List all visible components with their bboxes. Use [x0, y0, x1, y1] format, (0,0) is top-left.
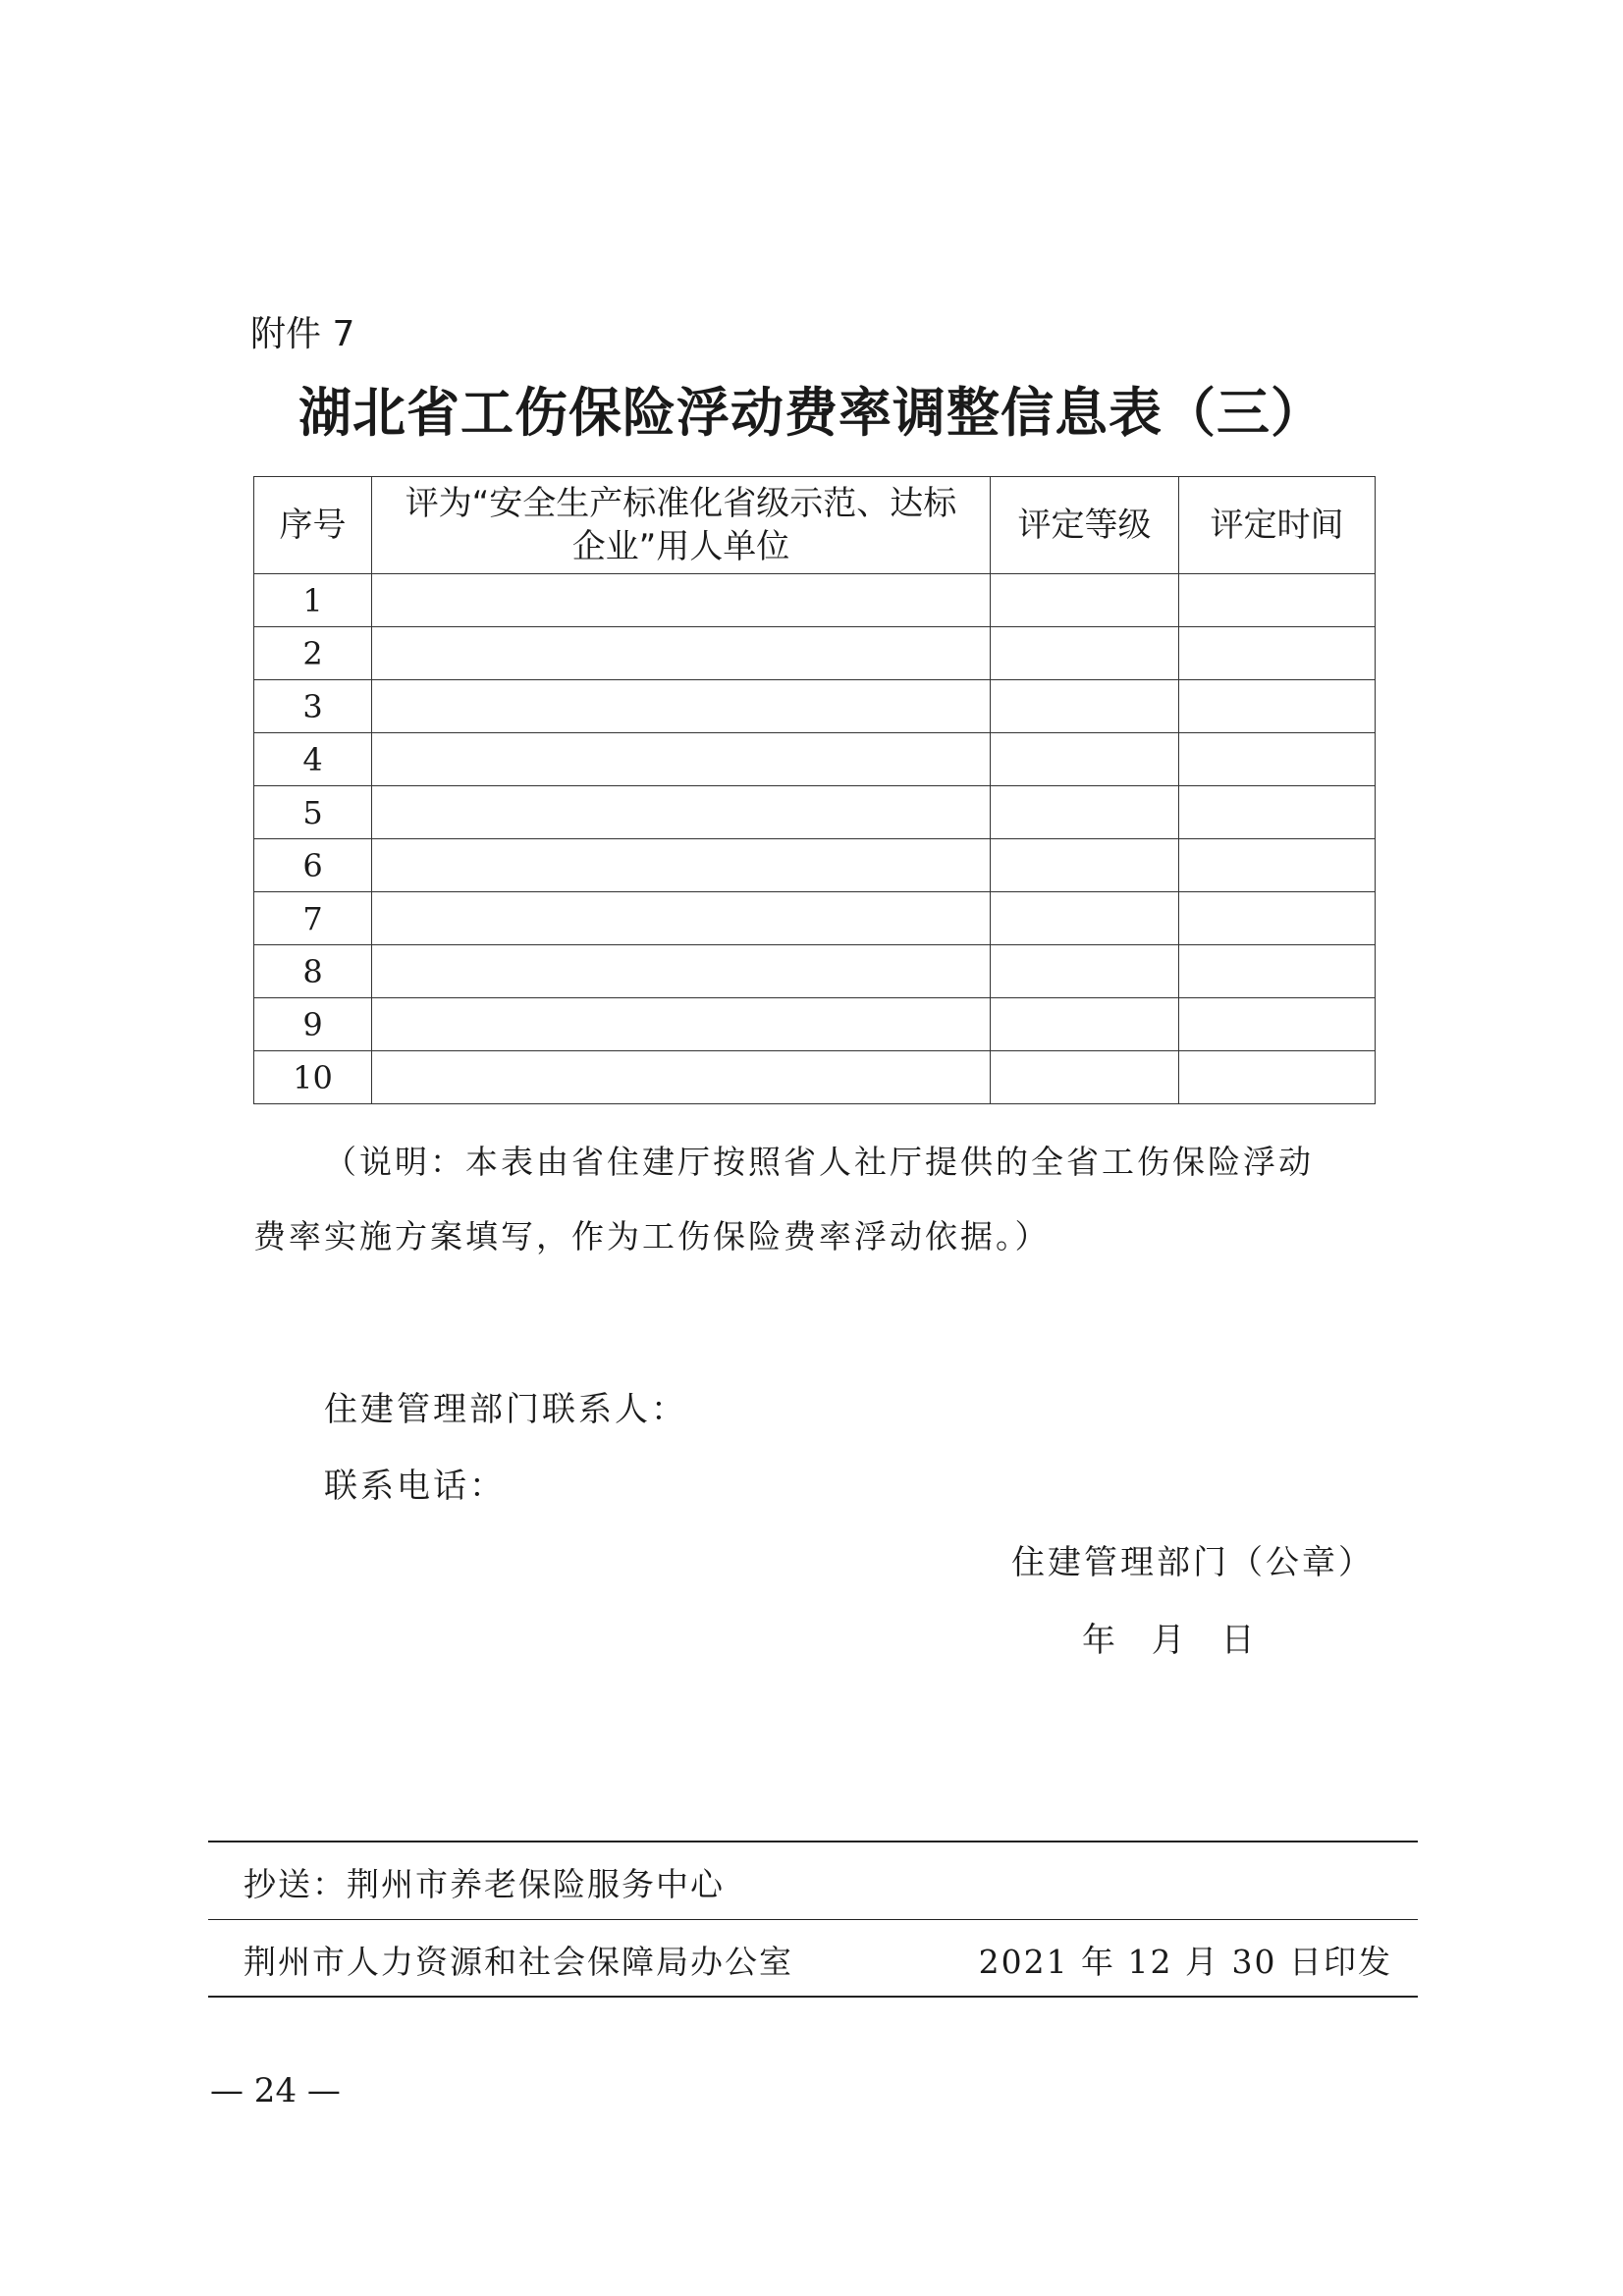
row-serial: 9	[254, 998, 372, 1051]
attachment-label: 附件 7	[250, 314, 355, 354]
cell-grade[interactable]	[991, 733, 1179, 786]
cell-date[interactable]	[1179, 1051, 1376, 1104]
table-header-row	[254, 477, 1376, 574]
cell-enterprise[interactable]	[372, 680, 991, 733]
header-enterprise-text: 评为“安全生产标准化省级示范、达标企业”用人单位	[405, 484, 957, 566]
table-row	[254, 733, 1376, 786]
header-serial: 序号	[254, 477, 372, 574]
cell-date[interactable]	[1179, 627, 1376, 680]
row-serial: 3	[254, 680, 372, 733]
table-row	[254, 627, 1376, 680]
info-table	[253, 476, 1376, 1104]
row-serial: 10	[254, 1051, 372, 1104]
footer-middle-rule	[208, 1919, 1418, 1920]
table-row	[254, 839, 1376, 892]
cell-grade[interactable]	[991, 574, 1179, 627]
note-line-1: （说明：本表由省住建厅按照省人社厅提供的全省工伤保险浮动	[324, 1143, 1314, 1181]
cell-grade[interactable]	[991, 839, 1179, 892]
cell-enterprise[interactable]	[372, 892, 991, 945]
footer-top-rule	[208, 1841, 1418, 1842]
row-serial: 6	[254, 839, 372, 892]
cell-grade[interactable]	[991, 680, 1179, 733]
cell-date[interactable]	[1179, 945, 1376, 998]
cell-enterprise[interactable]	[372, 1051, 991, 1104]
row-serial: 4	[254, 733, 372, 786]
row-serial: 2	[254, 627, 372, 680]
cc-line: 抄送：荆州市养老保险服务中心	[243, 1865, 725, 1903]
cell-enterprise[interactable]	[372, 574, 991, 627]
cell-date[interactable]	[1179, 680, 1376, 733]
cell-enterprise[interactable]	[372, 786, 991, 839]
document-title: 湖北省工伤保险浮动费率调整信息表（三）	[298, 381, 1325, 444]
contact-person-label: 住建管理部门联系人：	[324, 1390, 687, 1429]
table-row	[254, 574, 1376, 627]
row-serial: 8	[254, 945, 372, 998]
contact-phone-label: 联系电话：	[324, 1467, 506, 1506]
cell-enterprise[interactable]	[372, 733, 991, 786]
table-row	[254, 680, 1376, 733]
cell-enterprise[interactable]	[372, 627, 991, 680]
table-row	[254, 786, 1376, 839]
page-number: — 24 —	[210, 2071, 341, 2110]
cell-grade[interactable]	[991, 892, 1179, 945]
cell-date[interactable]	[1179, 892, 1376, 945]
cell-grade[interactable]	[991, 627, 1179, 680]
cell-date[interactable]	[1179, 998, 1376, 1051]
table-row	[254, 945, 1376, 998]
cell-enterprise[interactable]	[372, 839, 991, 892]
cell-enterprise[interactable]	[372, 998, 991, 1051]
cell-date[interactable]	[1179, 574, 1376, 627]
table-row	[254, 1051, 1376, 1104]
cell-date[interactable]	[1179, 839, 1376, 892]
cell-grade[interactable]	[991, 998, 1179, 1051]
table-row	[254, 892, 1376, 945]
cell-grade[interactable]	[991, 786, 1179, 839]
header-grade: 评定等级	[991, 477, 1179, 574]
issue-date: 2021 年 12 月 30 日印发	[978, 1943, 1392, 1981]
cell-grade[interactable]	[991, 945, 1179, 998]
header-enterprise	[372, 477, 991, 574]
row-serial: 5	[254, 786, 372, 839]
issuing-office: 荆州市人力资源和社会保障局办公室	[243, 1943, 793, 1981]
header-date: 评定时间	[1179, 477, 1376, 574]
cell-enterprise[interactable]	[372, 945, 991, 998]
row-serial: 7	[254, 892, 372, 945]
footer-bottom-rule	[208, 1996, 1418, 1998]
row-serial: 1	[254, 574, 372, 627]
cell-grade[interactable]	[991, 1051, 1179, 1104]
official-seal-label: 住建管理部门（公章）	[1011, 1543, 1375, 1582]
table-row	[254, 998, 1376, 1051]
note-line-2: 费率实施方案填写，作为工伤保险费率浮动依据。）	[253, 1217, 1051, 1255]
date-label: 年 月 日	[1082, 1621, 1258, 1660]
cell-date[interactable]	[1179, 786, 1376, 839]
cell-date[interactable]	[1179, 733, 1376, 786]
